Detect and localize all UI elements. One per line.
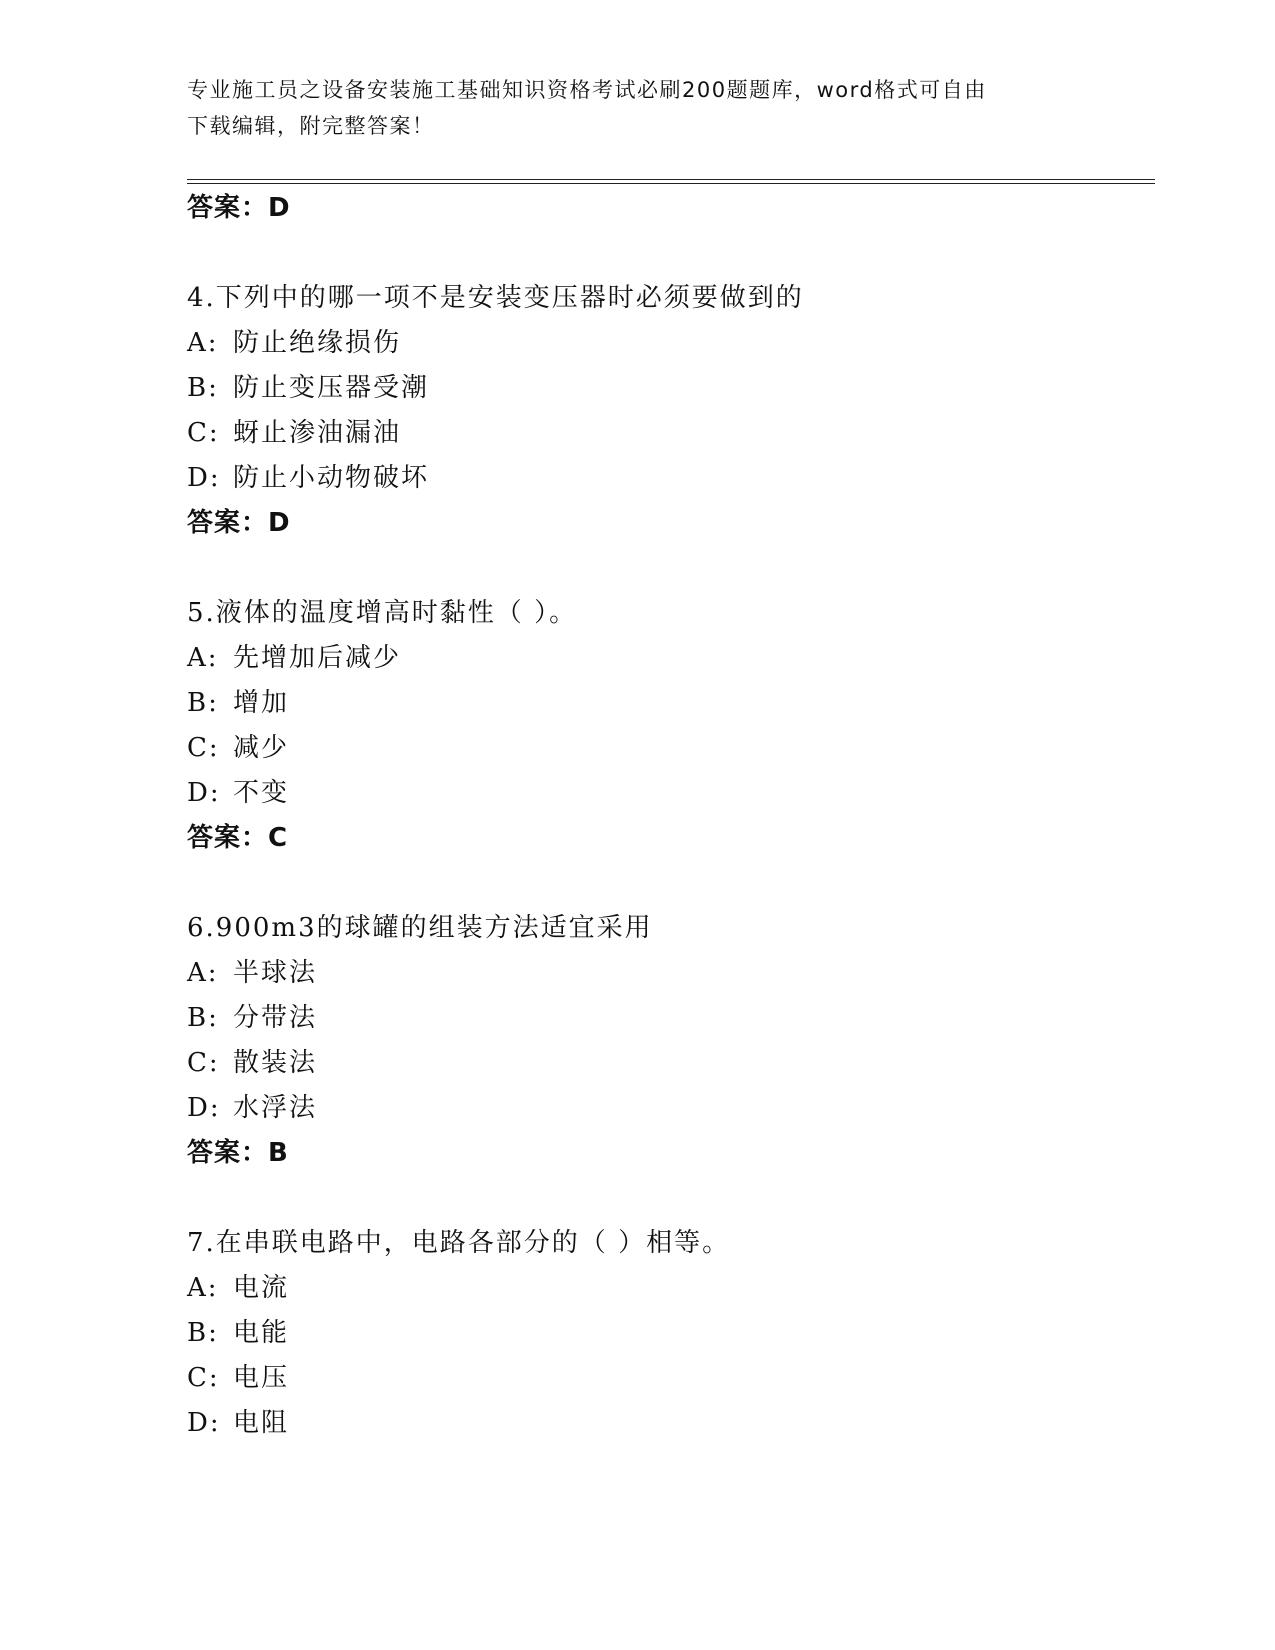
option-letter: D: xyxy=(187,1093,221,1123)
option-letter: C: xyxy=(187,1048,220,1078)
option-letter: B: xyxy=(187,1003,219,1033)
question-7-option-b xyxy=(187,1318,289,1348)
option-text: 半球法 xyxy=(233,958,318,988)
option-letter: C: xyxy=(187,1363,220,1393)
option-text: 散装法 xyxy=(233,1048,318,1078)
option-letter: B: xyxy=(187,373,219,403)
question-6-option-c xyxy=(187,1048,317,1078)
option-letter: A: xyxy=(187,958,219,988)
option-text: 减少 xyxy=(233,733,290,763)
question-5-answer: 答案：C xyxy=(187,823,289,853)
option-text: 电阻 xyxy=(233,1408,290,1438)
question-5-text: 5.液体的温度增高时黏性（ ）。 xyxy=(187,598,578,628)
option-letter: B: xyxy=(187,1318,219,1348)
option-text: 先增加后减少 xyxy=(233,643,402,673)
option-text: 防止变压器受潮 xyxy=(233,373,430,403)
question-7-option-c xyxy=(187,1363,289,1393)
header-rule-top xyxy=(187,179,1155,180)
question-4-option-b xyxy=(187,373,429,403)
question-4-text: 4.下列中的哪一项不是安装变压器时必须要做到的 xyxy=(187,283,804,313)
question-7-option-a xyxy=(187,1273,289,1303)
option-text: 防止绝缘损伤 xyxy=(233,328,402,358)
answer-line: 答案：D xyxy=(187,193,291,223)
question-4-option-c xyxy=(187,418,401,448)
question-7-text: 7.在串联电路中，电路各部分的（ ）相等。 xyxy=(187,1228,731,1258)
question-5-option-c xyxy=(187,733,289,763)
question-5-option-a xyxy=(187,643,401,673)
question-7-option-d xyxy=(187,1408,289,1438)
question-6-option-a xyxy=(187,958,317,988)
option-letter: D: xyxy=(187,463,221,493)
question-4-answer: 答案：D xyxy=(187,508,291,538)
option-letter: C: xyxy=(187,418,220,448)
option-text: 不变 xyxy=(233,778,290,808)
option-text: 分带法 xyxy=(233,1003,318,1033)
document-header xyxy=(187,72,1087,144)
question-6-text: 6.900m3的球罐的组装方法适宜采用 xyxy=(187,913,653,943)
question-6-answer: 答案：B xyxy=(187,1138,289,1168)
option-text: 电能 xyxy=(233,1318,290,1348)
option-text: 电压 xyxy=(233,1363,290,1393)
question-4-option-d xyxy=(187,463,429,493)
question-6-option-b xyxy=(187,1003,317,1033)
option-letter: A: xyxy=(187,328,219,358)
option-text: 蚜止渗油漏油 xyxy=(233,418,402,448)
option-text: 增加 xyxy=(233,688,290,718)
question-4-option-a xyxy=(187,328,401,358)
option-text: 防止小动物破坏 xyxy=(233,463,430,493)
option-text: 水浮法 xyxy=(233,1093,318,1123)
header-rule-bottom xyxy=(187,183,1155,184)
option-text: 电流 xyxy=(233,1273,290,1303)
option-letter: D: xyxy=(187,1408,221,1438)
option-letter: A: xyxy=(187,643,219,673)
option-letter: B: xyxy=(187,688,219,718)
option-letter: A: xyxy=(187,1273,219,1303)
header-line-2: 下载编辑，附完整答案！ xyxy=(187,114,435,138)
question-6-option-d xyxy=(187,1093,317,1123)
header-line-1: 专业施工员之设备安装施工基础知识资格考试必刷200题题库，word格式可自由 xyxy=(187,78,987,102)
question-5-option-d xyxy=(187,778,289,808)
option-letter: C: xyxy=(187,733,220,763)
question-5-option-b xyxy=(187,688,289,718)
option-letter: D: xyxy=(187,778,221,808)
